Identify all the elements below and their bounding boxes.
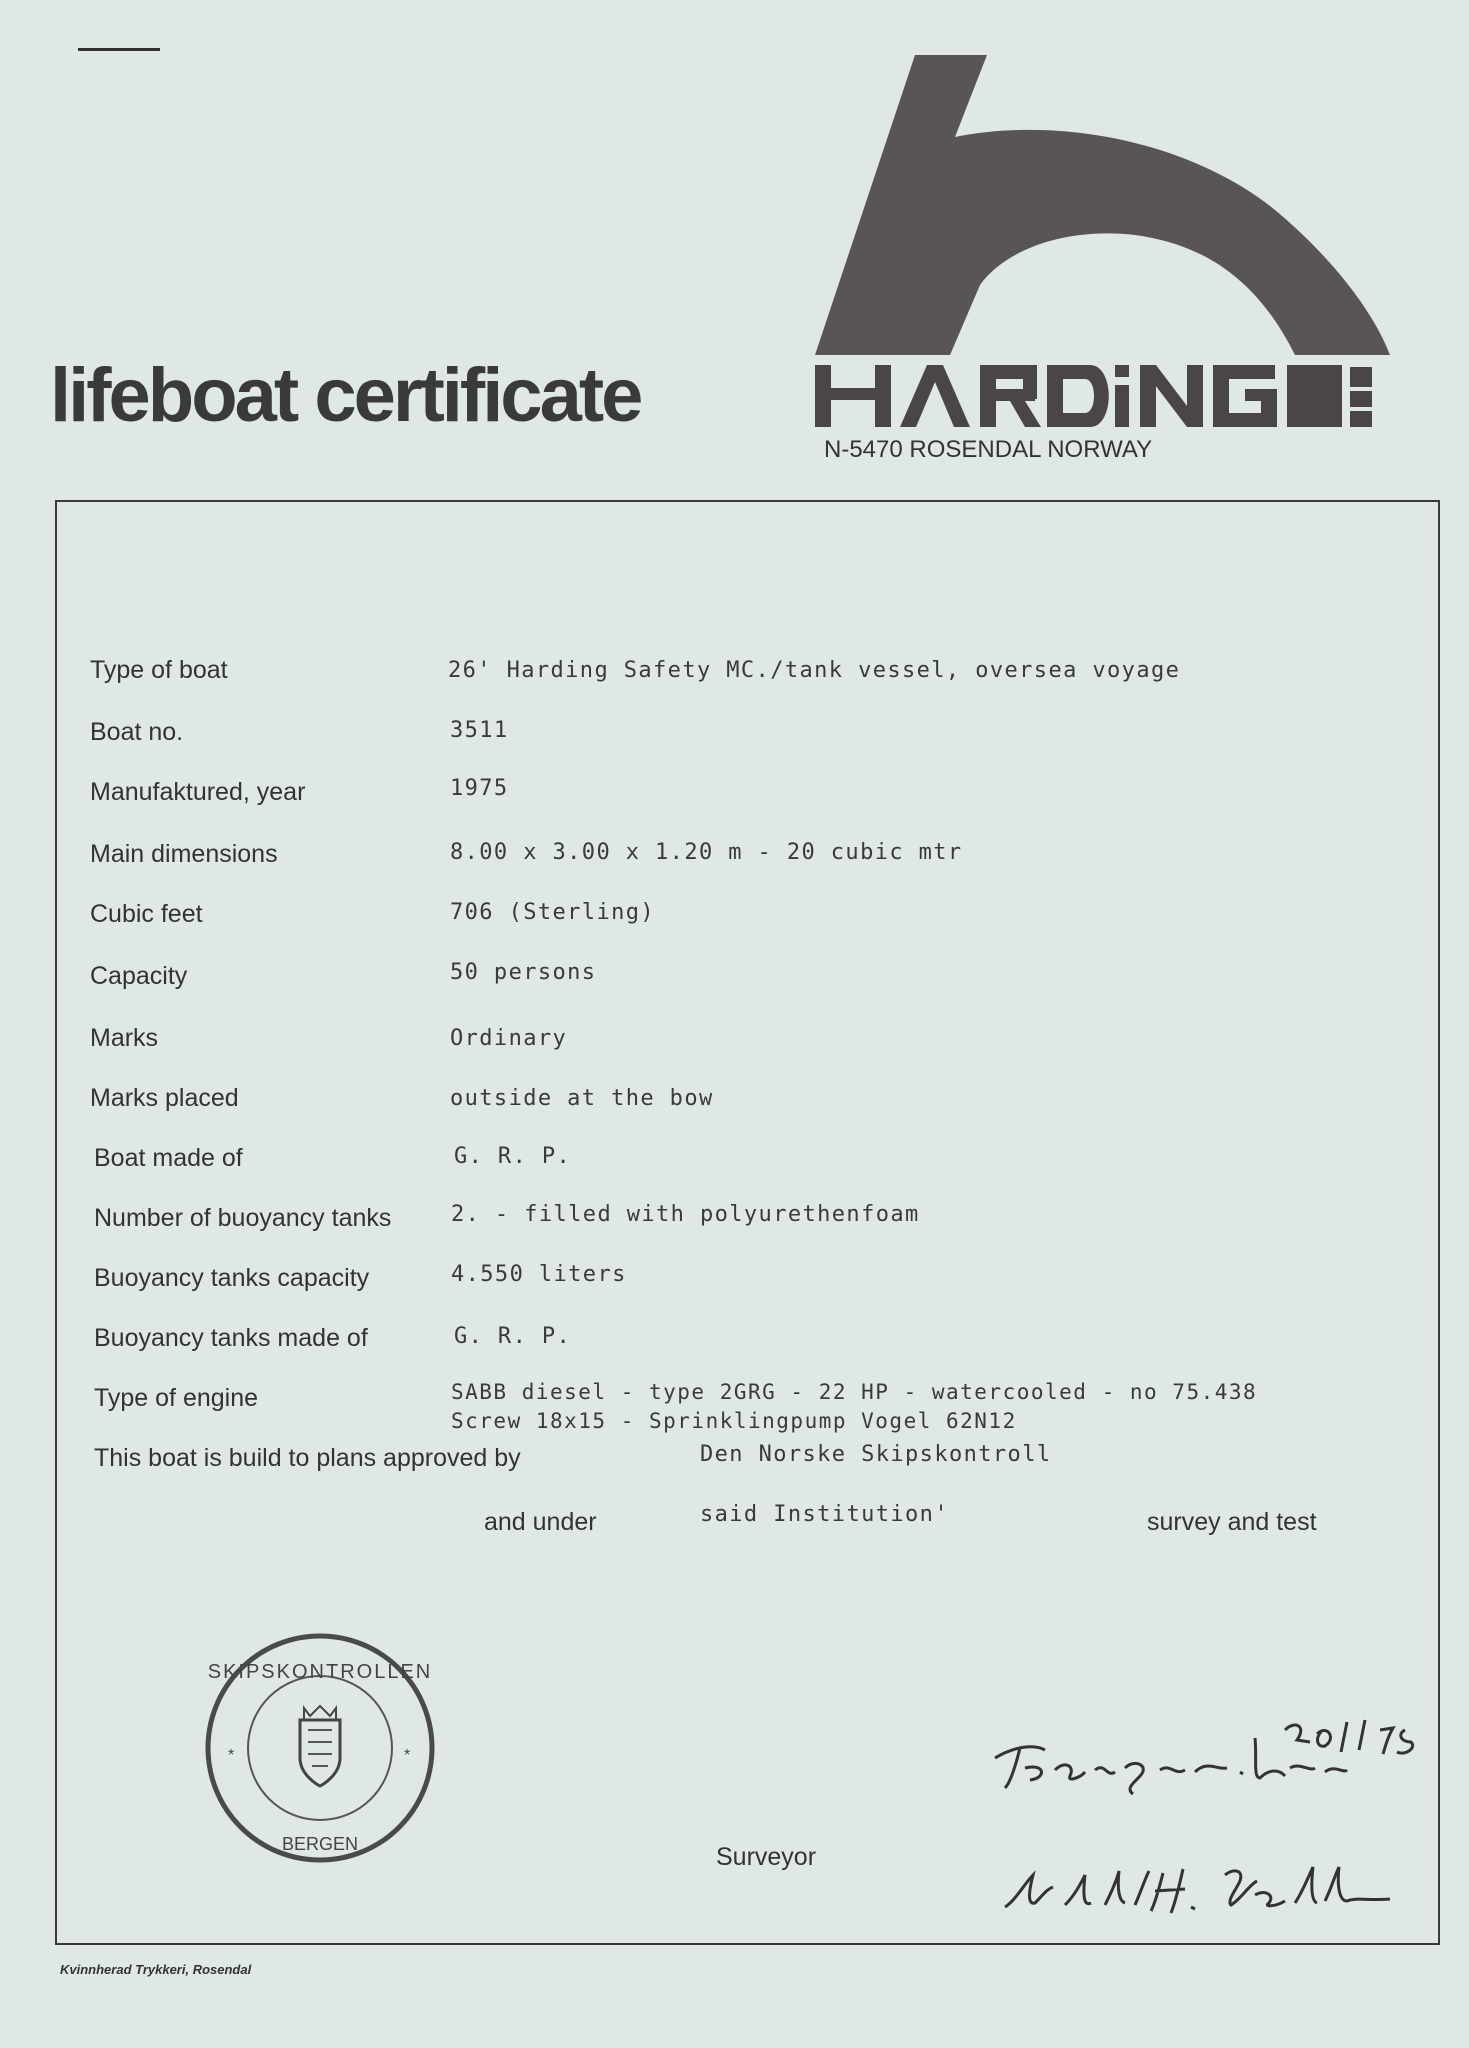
label-year: Manufaktured, year xyxy=(90,778,306,806)
value-marks-placed: outside at the bow xyxy=(450,1086,714,1111)
printer-credit: Kvinnherad Trykkeri, Rosendal xyxy=(60,1962,252,1977)
value-engine-line2: Screw 18x15 - Sprinklingpump Vogel 62N12 xyxy=(451,1409,1017,1433)
value-marks: Ordinary xyxy=(450,1026,568,1051)
approval-prefix: This boat is build to plans approved by xyxy=(94,1444,521,1472)
document-title: lifeboat certificate xyxy=(50,353,641,438)
label-marks: Marks xyxy=(90,1024,159,1052)
label-engine: Type of engine xyxy=(94,1384,259,1412)
value-main-dimensions: 8.00 x 3.00 x 1.20 m - 20 cubic mtr xyxy=(450,840,963,865)
label-cubic-feet: Cubic feet xyxy=(90,900,203,928)
label-tanks-made-of: Buoyancy tanks made of xyxy=(94,1324,368,1352)
surveyor-label: Surveyor xyxy=(716,1843,817,1871)
value-tanks-capacity: 4.550 liters xyxy=(451,1262,627,1287)
label-main-dimensions: Main dimensions xyxy=(90,840,278,868)
place-date-handwriting xyxy=(985,1708,1435,1798)
surveyor-signature xyxy=(995,1845,1400,1925)
pen-mark xyxy=(78,48,160,51)
value-engine: SABB diesel - type 2GRG - 22 HP - watercooled - no 75.438 xyxy=(451,1380,1258,1404)
company-address: N-5470 ROSENDAL NORWAY xyxy=(824,436,1153,463)
label-type-of-boat: Type of boat xyxy=(90,656,228,684)
value-boat-made-of: G. R. P. xyxy=(454,1144,572,1169)
label-capacity: Capacity xyxy=(90,962,188,990)
approval-authority: Den Norske Skipskontroll xyxy=(700,1442,1052,1467)
value-type-of-boat: 26' Harding Safety MC./tank vessel, oversea voyage xyxy=(448,658,1181,683)
svg-text:*: * xyxy=(404,1747,411,1764)
value-boat-no: 3511 xyxy=(450,718,509,743)
value-year: 1975 xyxy=(450,776,509,801)
approval-survey-and-test: survey and test xyxy=(1147,1508,1317,1536)
svg-text:*: * xyxy=(228,1747,235,1764)
value-capacity: 50 persons xyxy=(450,960,597,985)
approval-institution: said Institution' xyxy=(700,1502,949,1527)
label-number-of-tanks: Number of buoyancy tanks xyxy=(94,1204,392,1232)
label-boat-made-of: Boat made of xyxy=(94,1144,243,1172)
label-tanks-capacity: Buoyancy tanks capacity xyxy=(94,1264,370,1292)
svg-text:SKIPSKONTROLLEN: SKIPSKONTROLLEN xyxy=(207,1661,433,1683)
label-boat-no: Boat no. xyxy=(90,718,184,746)
approval-and-under: and under xyxy=(484,1508,597,1536)
value-tanks-made-of: G. R. P. xyxy=(454,1324,572,1349)
svg-text:BERGEN: BERGEN xyxy=(281,1834,359,1854)
label-marks-placed: Marks placed xyxy=(90,1084,239,1112)
value-cubic-feet: 706 (Sterling) xyxy=(450,900,656,925)
harding-logo xyxy=(815,55,1410,435)
value-number-of-tanks: 2. - filled with polyurethenfoam xyxy=(451,1202,920,1227)
skipskontrollen-stamp xyxy=(200,1628,440,1868)
